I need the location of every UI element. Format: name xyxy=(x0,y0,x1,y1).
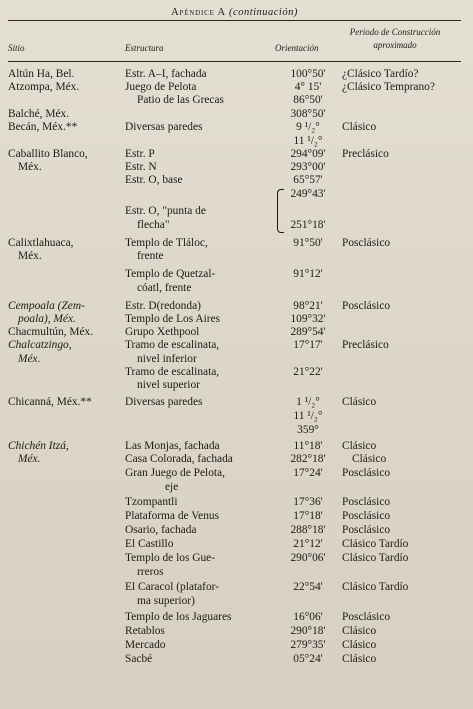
cell-orientacion: 293°00' xyxy=(290,161,326,173)
cell-estructura: Diversas paredes xyxy=(125,396,203,408)
cell-orientacion: 288°18' xyxy=(290,524,326,536)
cell-orientacion: 11 ¹/₂° xyxy=(293,410,323,422)
cell-sitio: Méx. xyxy=(18,353,41,365)
header-sitio: Sitio xyxy=(8,43,25,53)
cell-estructura: Tramo de escalinata, xyxy=(125,366,220,378)
cell-periodo: ¿Clásico Temprano? xyxy=(342,81,435,93)
cell-periodo: Clásico xyxy=(352,453,387,465)
cell-orientacion: 22°54' xyxy=(293,581,323,593)
cell-estructura: frente xyxy=(137,250,164,262)
cell-periodo: ¿Clásico Tardío? xyxy=(342,68,419,80)
cell-periodo: Clásico Tardío xyxy=(342,552,409,564)
header-periodo xyxy=(330,26,460,52)
cell-sitio: Balché, Méx. xyxy=(8,108,70,120)
cell-periodo: Posclásico xyxy=(342,524,391,536)
cell-estructura: Templo de Tláloc, xyxy=(125,237,208,249)
brace-mark xyxy=(277,189,284,233)
cell-sitio: Chacmultún, Méx. xyxy=(8,326,94,338)
cell-estructura: Patio de las Grecas xyxy=(137,94,224,106)
cell-sitio: Chicanná, Méx.** xyxy=(8,396,92,408)
cell-sitio: Méx. xyxy=(18,453,41,465)
cell-estructura: Diversas paredes xyxy=(125,121,203,133)
cell-sitio: Chalcatzingo, xyxy=(8,339,72,351)
cell-estructura: Tramo de escalinata, xyxy=(125,339,220,351)
cell-periodo: Clásico xyxy=(342,653,377,665)
cell-orientacion: 294°09' xyxy=(290,148,326,160)
cell-estructura: flecha" xyxy=(137,219,170,231)
cell-sitio: Atzompa, Méx. xyxy=(8,81,80,93)
cell-sitio: Calixtlahuaca, xyxy=(8,237,74,249)
cell-estructura: Las Monjas, fachada xyxy=(125,440,220,452)
cell-orientacion: 290°18' xyxy=(290,625,326,637)
cell-orientacion: 100°50' xyxy=(290,68,326,80)
cell-estructura: nivel superior xyxy=(137,379,200,391)
cell-periodo: Clásico xyxy=(342,639,377,651)
cell-orientacion: 17°17' xyxy=(293,339,323,351)
cell-orientacion: 9 ¹/₂° xyxy=(296,121,320,133)
cell-periodo: Preclásico xyxy=(342,148,389,160)
cell-orientacion: 17°18' xyxy=(293,510,323,522)
cell-estructura: Estr. P xyxy=(125,148,155,160)
cell-periodo: Posclásico xyxy=(342,496,391,508)
cell-sitio: Caballito Blanco, xyxy=(8,148,88,160)
table-header xyxy=(8,21,461,61)
cell-sitio: Méx. xyxy=(18,250,42,262)
cell-orientacion: 289°54' xyxy=(290,326,326,338)
table-body xyxy=(8,62,461,674)
cell-estructura: Osario, fachada xyxy=(125,524,197,536)
cell-orientacion: 251°18' xyxy=(290,219,326,231)
cell-sitio: poala), Méx. xyxy=(18,313,76,325)
cell-periodo: Clásico xyxy=(342,121,377,133)
cell-periodo: Clásico xyxy=(342,396,377,408)
cell-orientacion: 359° xyxy=(297,424,319,436)
cell-periodo: Posclásico xyxy=(342,300,391,312)
cell-periodo: Clásico xyxy=(342,440,377,452)
cell-periodo: Posclásico xyxy=(342,237,391,249)
cell-estructura: rreros xyxy=(137,566,164,578)
cell-estructura: Templo de Los Aires xyxy=(125,313,221,325)
cell-periodo: Posclásico xyxy=(342,467,391,479)
cell-orientacion: 91°50' xyxy=(293,237,323,249)
cell-estructura: Gran Juego de Pelota, xyxy=(125,467,225,479)
header-periodo-line1: Periodo de Construcción xyxy=(349,27,441,37)
cell-orientacion: 16°06' xyxy=(293,611,323,623)
cell-estructura: Templo de Quetzal- xyxy=(125,268,216,280)
cell-estructura: El Caracol (platafor- xyxy=(125,581,220,593)
header-estructura: Estructura xyxy=(125,43,164,53)
cell-estructura: Retablos xyxy=(125,625,165,637)
cell-periodo: Clásico Tardío xyxy=(342,581,409,593)
cell-estructura: Mercado xyxy=(125,639,166,651)
cell-estructura: cóatl, frente xyxy=(137,282,192,294)
cell-estructura: eje xyxy=(165,481,179,493)
cell-periodo: Clásico Tardío xyxy=(342,538,409,550)
cell-orientacion: 17°24' xyxy=(293,467,323,479)
cell-sitio: Chichén Itzá, xyxy=(8,440,69,452)
cell-orientacion: 308°50' xyxy=(290,108,326,120)
cell-estructura: Grupo Xethpool xyxy=(125,326,200,338)
cell-estructura: Sacbé xyxy=(125,653,153,665)
cell-estructura: Estr. O, "punta de xyxy=(125,205,206,217)
cell-orientacion: 86°50' xyxy=(293,94,323,106)
cell-estructura: Tzompantli xyxy=(125,496,178,508)
cell-orientacion: 21°12' xyxy=(293,538,323,550)
cell-orientacion: 249°43' xyxy=(290,188,326,200)
cell-estructura: Estr. A–I, fachada xyxy=(125,68,207,80)
page-title xyxy=(8,6,461,20)
cell-orientacion: 109°32' xyxy=(290,313,326,325)
header-periodo-line2: aproximado xyxy=(373,40,417,50)
cell-orientacion: 98°21' xyxy=(293,300,323,312)
cell-sitio: Méx. xyxy=(18,161,42,173)
cell-orientacion: 05°24' xyxy=(293,653,323,665)
cell-orientacion: 11 ¹/₂° xyxy=(293,135,323,147)
cell-estructura: Estr. D(redonda) xyxy=(125,300,201,312)
title-sub: (continuación) xyxy=(229,7,298,18)
cell-sitio: Becán, Méx.** xyxy=(8,121,78,133)
cell-estructura: ma superior) xyxy=(137,595,195,607)
cell-estructura: Templo de los Jaguares xyxy=(125,611,232,623)
cell-estructura: El Castillo xyxy=(125,538,174,550)
header-orientacion: Orientación xyxy=(275,43,319,53)
cell-orientacion: 282°18' xyxy=(290,453,326,465)
cell-orientacion: 21°22' xyxy=(293,366,323,378)
cell-orientacion: 4° 15' xyxy=(294,81,322,93)
cell-periodo: Posclásico xyxy=(342,510,391,522)
cell-orientacion: 1 ¹/₂° xyxy=(296,396,320,408)
cell-orientacion: 11°18' xyxy=(293,440,323,452)
cell-orientacion: 17°36' xyxy=(293,496,323,508)
cell-estructura: Casa Colorada, fachada xyxy=(125,453,233,465)
cell-orientacion: 91°12' xyxy=(293,268,323,280)
cell-orientacion: 290°06' xyxy=(290,552,326,564)
cell-estructura: Templo de los Gue- xyxy=(125,552,215,564)
cell-orientacion: 279°35' xyxy=(290,639,326,651)
cell-sitio: Cempoala (Zem- xyxy=(8,300,85,312)
cell-sitio: Altún Ha, Bel. xyxy=(8,68,75,80)
title-main: Apéndice A xyxy=(171,7,226,18)
cell-estructura: Estr. N xyxy=(125,161,157,173)
cell-estructura: nivel inferior xyxy=(137,353,197,365)
cell-periodo: Posclásico xyxy=(342,611,391,623)
cell-orientacion: 65°57' xyxy=(293,174,323,186)
cell-estructura: Juego de Pelota xyxy=(125,81,197,93)
cell-periodo: Preclásico xyxy=(342,339,389,351)
cell-periodo: Clásico xyxy=(342,625,377,637)
cell-estructura: Plataforma de Venus xyxy=(125,510,220,522)
cell-estructura: Estr. O, base xyxy=(125,174,183,186)
